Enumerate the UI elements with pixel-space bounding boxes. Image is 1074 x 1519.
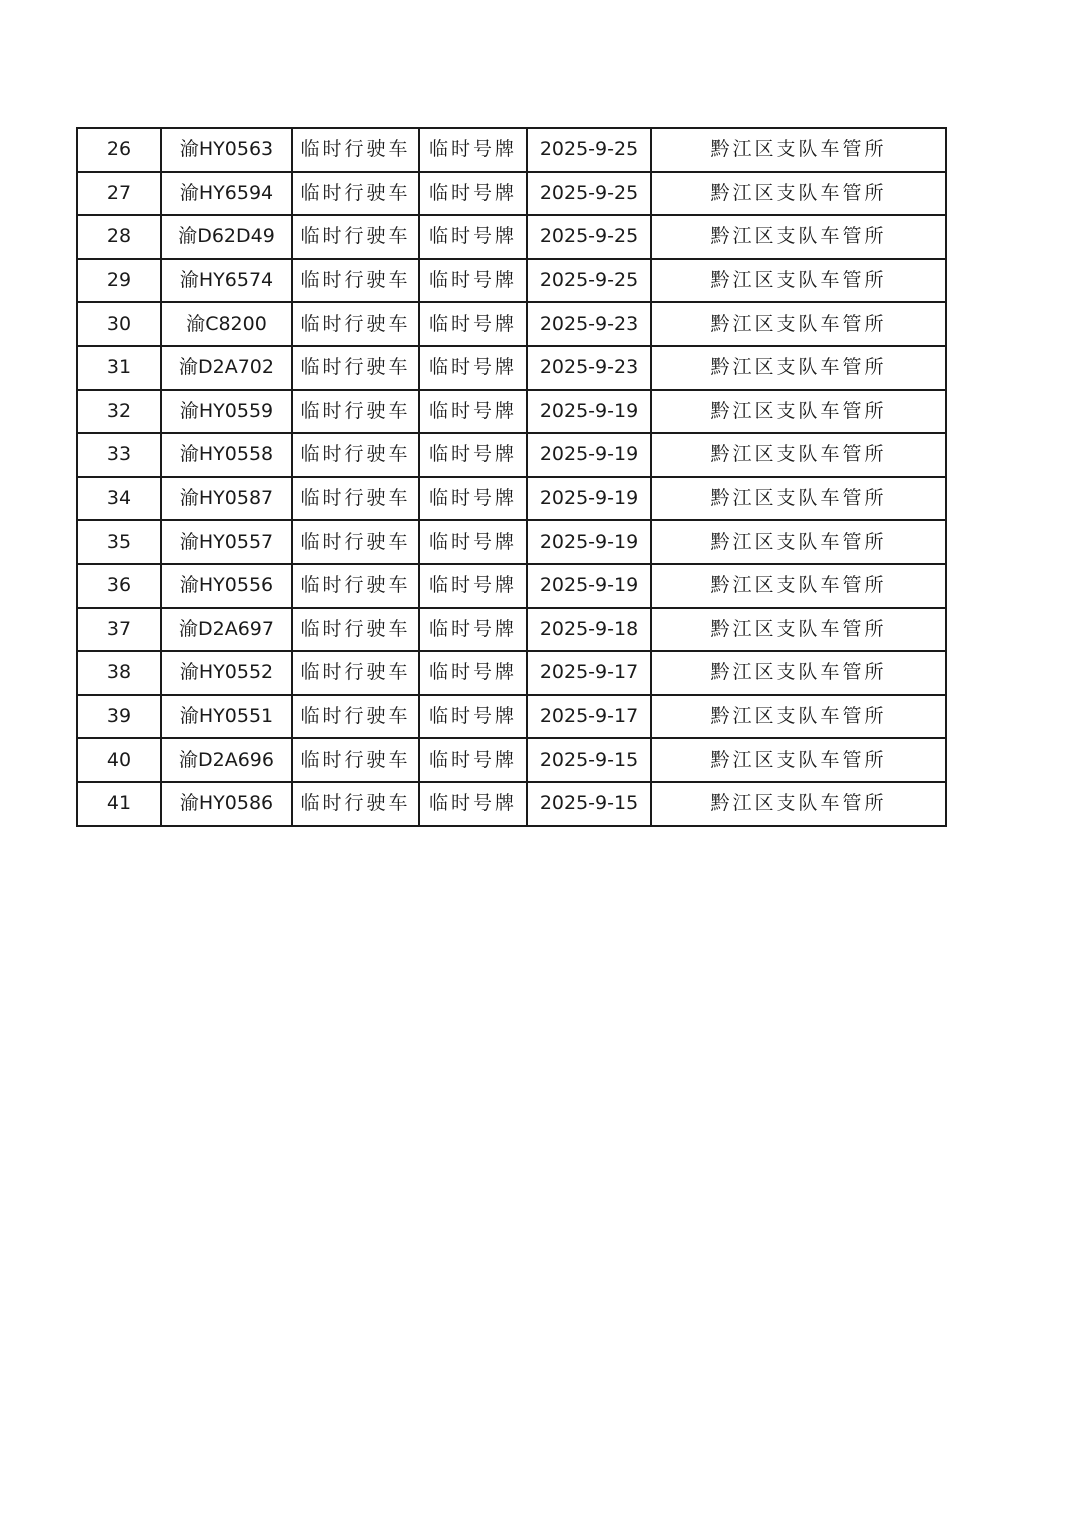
office-cell: 黔江区支队车管所 bbox=[651, 259, 946, 303]
plate-kind-cell: 临时号牌 bbox=[419, 172, 527, 216]
plate-kind-cell: 临时号牌 bbox=[419, 608, 527, 652]
date-cell: 2025-9-19 bbox=[527, 390, 651, 434]
vehicle-type-cell: 临时行驶车 bbox=[292, 782, 419, 826]
office-cell: 黔江区支队车管所 bbox=[651, 520, 946, 564]
table-row bbox=[77, 738, 946, 782]
plate-number-cell: 渝HY6594 bbox=[161, 172, 292, 216]
plate-number-cell: 渝HY0587 bbox=[161, 477, 292, 521]
date-cell: 2025-9-18 bbox=[527, 608, 651, 652]
vehicle-type-cell: 临时行驶车 bbox=[292, 390, 419, 434]
seq-cell: 27 bbox=[77, 172, 161, 216]
plate-number-cell: 渝HY0551 bbox=[161, 695, 292, 739]
office-cell: 黔江区支队车管所 bbox=[651, 346, 946, 390]
office-cell: 黔江区支队车管所 bbox=[651, 738, 946, 782]
table-row bbox=[77, 564, 946, 608]
plate-number-cell: 渝C8200 bbox=[161, 302, 292, 346]
vehicle-type-cell: 临时行驶车 bbox=[292, 651, 419, 695]
plate-kind-cell: 临时号牌 bbox=[419, 390, 527, 434]
vehicle-type-cell: 临时行驶车 bbox=[292, 128, 419, 172]
plate-number-cell: 渝HY6574 bbox=[161, 259, 292, 303]
records-table-body bbox=[77, 128, 946, 826]
table-row bbox=[77, 782, 946, 826]
plate-kind-cell: 临时号牌 bbox=[419, 346, 527, 390]
table-row bbox=[77, 477, 946, 521]
plate-kind-cell: 临时号牌 bbox=[419, 477, 527, 521]
date-cell: 2025-9-17 bbox=[527, 651, 651, 695]
office-cell: 黔江区支队车管所 bbox=[651, 433, 946, 477]
office-cell: 黔江区支队车管所 bbox=[651, 128, 946, 172]
plate-number-cell: 渝D2A702 bbox=[161, 346, 292, 390]
table-row bbox=[77, 259, 946, 303]
plate-number-cell: 渝HY0586 bbox=[161, 782, 292, 826]
vehicle-type-cell: 临时行驶车 bbox=[292, 172, 419, 216]
seq-cell: 32 bbox=[77, 390, 161, 434]
seq-cell: 30 bbox=[77, 302, 161, 346]
office-cell: 黔江区支队车管所 bbox=[651, 564, 946, 608]
date-cell: 2025-9-19 bbox=[527, 564, 651, 608]
plate-kind-cell: 临时号牌 bbox=[419, 302, 527, 346]
plate-number-cell: 渝D2A697 bbox=[161, 608, 292, 652]
office-cell: 黔江区支队车管所 bbox=[651, 172, 946, 216]
vehicle-type-cell: 临时行驶车 bbox=[292, 346, 419, 390]
seq-cell: 38 bbox=[77, 651, 161, 695]
plate-number-cell: 渝D62D49 bbox=[161, 215, 292, 259]
table-row bbox=[77, 520, 946, 564]
seq-cell: 37 bbox=[77, 608, 161, 652]
date-cell: 2025-9-19 bbox=[527, 520, 651, 564]
table-row bbox=[77, 128, 946, 172]
vehicle-type-cell: 临时行驶车 bbox=[292, 564, 419, 608]
seq-cell: 33 bbox=[77, 433, 161, 477]
date-cell: 2025-9-23 bbox=[527, 346, 651, 390]
seq-cell: 41 bbox=[77, 782, 161, 826]
office-cell: 黔江区支队车管所 bbox=[651, 390, 946, 434]
seq-cell: 28 bbox=[77, 215, 161, 259]
date-cell: 2025-9-25 bbox=[527, 215, 651, 259]
plate-number-cell: 渝HY0558 bbox=[161, 433, 292, 477]
seq-cell: 31 bbox=[77, 346, 161, 390]
vehicle-type-cell: 临时行驶车 bbox=[292, 433, 419, 477]
office-cell: 黔江区支队车管所 bbox=[651, 215, 946, 259]
office-cell: 黔江区支队车管所 bbox=[651, 608, 946, 652]
seq-cell: 35 bbox=[77, 520, 161, 564]
date-cell: 2025-9-25 bbox=[527, 128, 651, 172]
date-cell: 2025-9-23 bbox=[527, 302, 651, 346]
table-row bbox=[77, 390, 946, 434]
plate-kind-cell: 临时号牌 bbox=[419, 433, 527, 477]
seq-cell: 34 bbox=[77, 477, 161, 521]
plate-kind-cell: 临时号牌 bbox=[419, 215, 527, 259]
office-cell: 黔江区支队车管所 bbox=[651, 782, 946, 826]
plate-kind-cell: 临时号牌 bbox=[419, 738, 527, 782]
plate-number-cell: 渝D2A696 bbox=[161, 738, 292, 782]
plate-number-cell: 渝HY0563 bbox=[161, 128, 292, 172]
date-cell: 2025-9-15 bbox=[527, 738, 651, 782]
office-cell: 黔江区支队车管所 bbox=[651, 651, 946, 695]
table-row bbox=[77, 608, 946, 652]
plate-kind-cell: 临时号牌 bbox=[419, 520, 527, 564]
office-cell: 黔江区支队车管所 bbox=[651, 302, 946, 346]
office-cell: 黔江区支队车管所 bbox=[651, 695, 946, 739]
seq-cell: 40 bbox=[77, 738, 161, 782]
seq-cell: 36 bbox=[77, 564, 161, 608]
vehicle-type-cell: 临时行驶车 bbox=[292, 215, 419, 259]
table-row bbox=[77, 651, 946, 695]
plate-kind-cell: 临时号牌 bbox=[419, 651, 527, 695]
table-row bbox=[77, 433, 946, 477]
date-cell: 2025-9-15 bbox=[527, 782, 651, 826]
seq-cell: 29 bbox=[77, 259, 161, 303]
seq-cell: 26 bbox=[77, 128, 161, 172]
date-cell: 2025-9-25 bbox=[527, 259, 651, 303]
table-row bbox=[77, 346, 946, 390]
seq-cell: 39 bbox=[77, 695, 161, 739]
table-row bbox=[77, 302, 946, 346]
plate-number-cell: 渝HY0552 bbox=[161, 651, 292, 695]
records-table bbox=[76, 127, 947, 827]
vehicle-type-cell: 临时行驶车 bbox=[292, 738, 419, 782]
office-cell: 黔江区支队车管所 bbox=[651, 477, 946, 521]
plate-number-cell: 渝HY0559 bbox=[161, 390, 292, 434]
table-row bbox=[77, 215, 946, 259]
table-row bbox=[77, 172, 946, 216]
vehicle-type-cell: 临时行驶车 bbox=[292, 695, 419, 739]
plate-kind-cell: 临时号牌 bbox=[419, 128, 527, 172]
table-row bbox=[77, 695, 946, 739]
date-cell: 2025-9-17 bbox=[527, 695, 651, 739]
vehicle-type-cell: 临时行驶车 bbox=[292, 608, 419, 652]
plate-kind-cell: 临时号牌 bbox=[419, 695, 527, 739]
plate-kind-cell: 临时号牌 bbox=[419, 259, 527, 303]
date-cell: 2025-9-25 bbox=[527, 172, 651, 216]
date-cell: 2025-9-19 bbox=[527, 477, 651, 521]
plate-kind-cell: 临时号牌 bbox=[419, 564, 527, 608]
vehicle-type-cell: 临时行驶车 bbox=[292, 302, 419, 346]
vehicle-type-cell: 临时行驶车 bbox=[292, 259, 419, 303]
date-cell: 2025-9-19 bbox=[527, 433, 651, 477]
vehicle-type-cell: 临时行驶车 bbox=[292, 520, 419, 564]
plate-number-cell: 渝HY0556 bbox=[161, 564, 292, 608]
plate-number-cell: 渝HY0557 bbox=[161, 520, 292, 564]
plate-kind-cell: 临时号牌 bbox=[419, 782, 527, 826]
vehicle-type-cell: 临时行驶车 bbox=[292, 477, 419, 521]
